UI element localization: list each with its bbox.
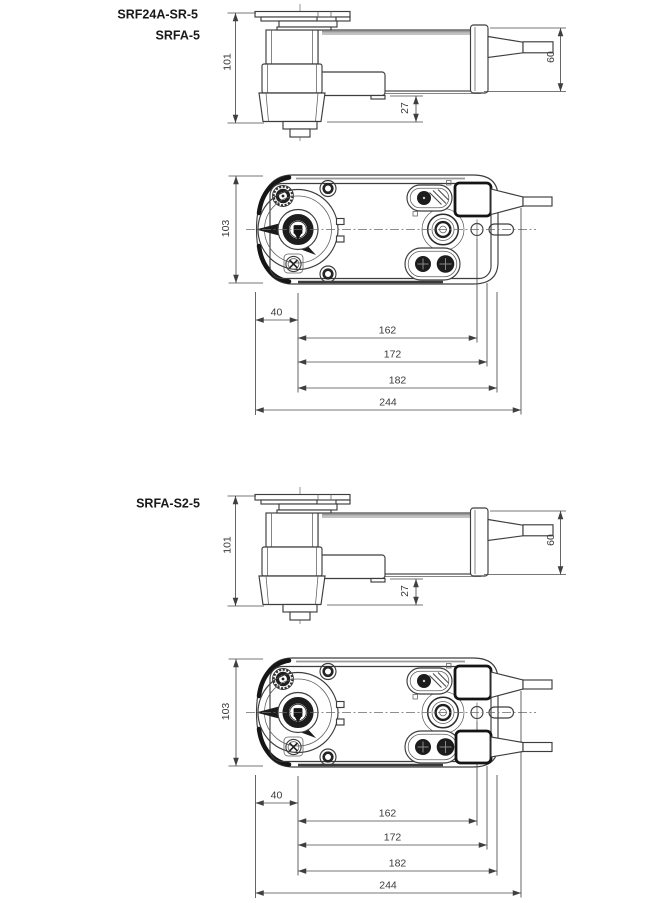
- dim-label-body-length: 182: [388, 374, 407, 387]
- dim-label-bracket-drop: 27: [399, 585, 411, 597]
- section-srfa-s2-5: [136, 487, 566, 898]
- dim-label-height: 101: [221, 53, 234, 71]
- cable-gland-2: [456, 731, 552, 763]
- dim-label-height: 101: [221, 536, 234, 554]
- dim-label-shaft-offset: 40: [270, 306, 283, 319]
- dim-label-cable-height: 60: [545, 51, 557, 63]
- dim-label-overall-length: 244: [379, 879, 397, 892]
- dim-label-bracket-drop: 27: [399, 102, 411, 114]
- dim-label-edge-distance: 172: [383, 831, 402, 844]
- dim-label-hole-distance: 162: [378, 324, 397, 337]
- model-label-secondary: SRFA-5: [155, 28, 200, 43]
- dim-label-body-length: 182: [388, 857, 407, 870]
- dim-label-hole-distance: 162: [378, 807, 397, 820]
- dim-label-shaft-offset: 40: [270, 789, 283, 802]
- dim-label-edge-distance: 172: [383, 348, 402, 361]
- dim-label-cable-height: 60: [545, 534, 557, 546]
- dim-label-overall-length: 244: [379, 396, 397, 409]
- model-label-primary: SRF24A-SR-5: [117, 7, 198, 22]
- model-label-primary: SRFA-S2-5: [136, 496, 200, 511]
- dim-label-width: 103: [220, 702, 232, 721]
- dim-label-width: 103: [220, 219, 232, 238]
- top-view: [246, 175, 552, 284]
- section-srf24a-sr-5: [117, 4, 566, 415]
